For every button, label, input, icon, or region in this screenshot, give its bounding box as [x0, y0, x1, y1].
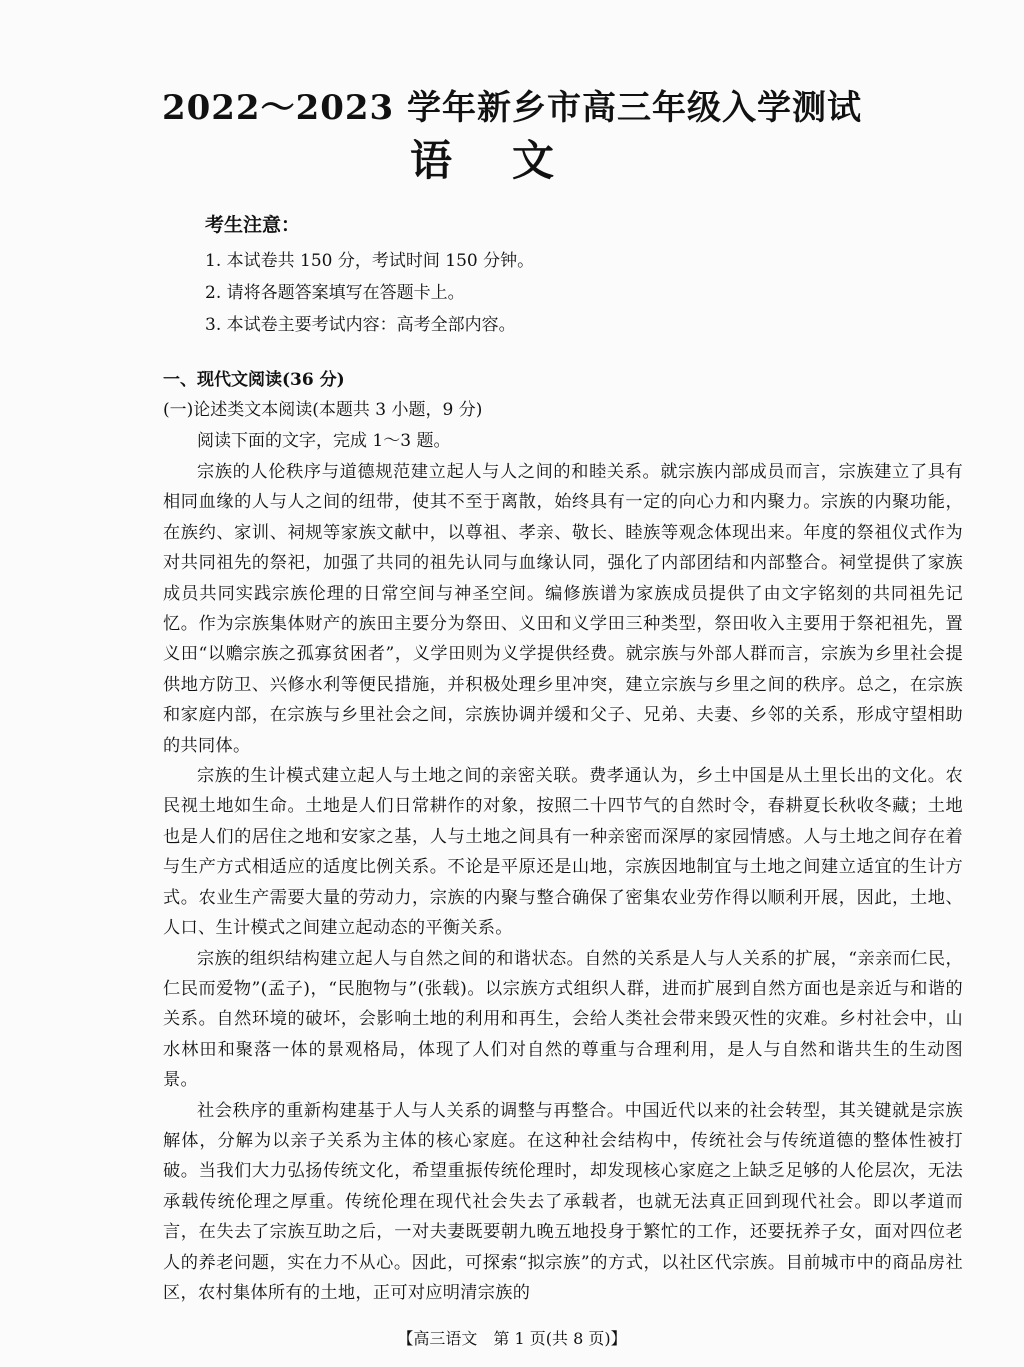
section-title: 一、现代文阅读(36 分)	[163, 370, 345, 390]
notice-item: 1. 本试卷共 150 分，考试时间 150 分钟。	[205, 251, 535, 271]
reading-instruction: 阅读下面的文字，完成 1～3 题。	[197, 431, 451, 451]
exam-title: 2022～2023 学年新乡市高三年级入学测试	[161, 88, 863, 128]
notice-item: 2. 请将各题答案填写在答题卡上。	[205, 283, 465, 303]
candidate-notice	[205, 210, 534, 341]
notice-title: 考生注意：	[205, 214, 301, 236]
subsection-title: (一)论述类文本阅读(本题共 3 小题，9 分)	[163, 400, 483, 420]
passage-paragraph: 宗族的生计模式建立起人与土地之间的亲密关联。费孝通认为，乡土中国是从土里长出的文化。农民视土地如生命。土地是人们日常耕作的对象，按照二十四节气的自然时令，春耕夏长秋收冬藏；土地也是人们的居住之地和安家之基，人与土地之间具有一种亲密而深厚的家园情感。人与土地之间存在着与生产方式相适应的适度比例关系。不论是平原还是山地，宗族因地制宜与土地之间建立适宜的生计方式。农业生产需要大量的劳动力，宗族的内聚与整合确保了密集农业劳作得以顺利开展，因此，土地、人口、生计模式之间建立起动态的平衡关系。	[163, 766, 963, 939]
passage-paragraph: 宗族的组织结构建立起人与自然之间的和谐状态。自然的关系是人与人关系的扩展，“亲亲而仁民，仁民而爱物”(孟子)，“民胞物与”(张载)。以宗族方式组织人群，进而扩展到自然方面也是亲近与和谐的关系。自然环境的破坏，会影响土地的利用和再生，会给人类社会带来毁灭性的灾难。乡村社会中，山水林田和聚落一体的景观格局，体现了人们对自然的尊重与合理利用，是人与自然和谐共生的生动图景。	[163, 948, 963, 1091]
passage-paragraph: 社会秩序的重新构建基于人与人关系的调整与再整合。中国近代以来的社会转型，其关键就是宗族解体，分解为以亲子关系为主体的核心家庭。在这种社会结构中，传统社会与传统道德的整体性被打破。当我们大力弘扬传统文化，希望重振传统伦理时，却发现核心家庭之上缺乏足够的人伦层次，无法承载传统伦理之厚重。传统伦理在现代社会失去了承载者，也就无法真正回到现代社会。即以孝道而言，在失去了宗族互助之后，一对夫妻既要朝九晚五地投身于繁忙的工作，还要抚养子女，面对四位老人的养老问题，实在力不从心。因此，可探索“拟宗族”的方式，以社区代宗族。目前城市中的商品房社区，农村集体所有的土地，正可对应明清宗族的	[163, 1100, 963, 1303]
passage-paragraph: 宗族的人伦秩序与道德规范建立起人与人之间的和睦关系。就宗族内部成员而言，宗族建立了具有相同血缘的人与人之间的纽带，使其不至于离散，始终具有一定的向心力和内聚力。宗族的内聚功能，在族约、家训、祠规等家族文献中，以尊祖、孝亲、敬长、睦族等观念体现出来。年度的祭祖仪式作为对共同祖先的祭祀，加强了共同的祖先认同与血缘认同，强化了内部团结和内部整合。祠堂提供了家族成员共同实践宗族伦理的日常空间与神圣空间。编修族谱为家族成员提供了由文字铭刻的共同祖先记忆。作为宗族集体财产的族田主要分为祭田、义田和义学田三种类型，祭田收入主要用于祭祀祖先，置义田“以赡宗族之孤寡贫困者”，义学田则为义学提供经费。就宗族与外部人群而言，宗族为乡里社会提供地方防卫、兴修水利等便民措施，并积极处理乡里冲突，建立宗族与乡里之间的秩序。总之，在宗族和家庭内部，在宗族与乡里社会之间，宗族协调并缓和父子、兄弟、夫妻、乡邻的关系，形成守望相助的共同体。	[163, 462, 963, 756]
page-footer: 【高三语文 第 1 页(共 8 页)】	[397, 1329, 627, 1348]
subject-title: 语文	[409, 136, 614, 185]
notice-item: 3. 本试卷主要考试内容：高考全部内容。	[205, 315, 516, 335]
reading-section	[163, 365, 963, 1308]
